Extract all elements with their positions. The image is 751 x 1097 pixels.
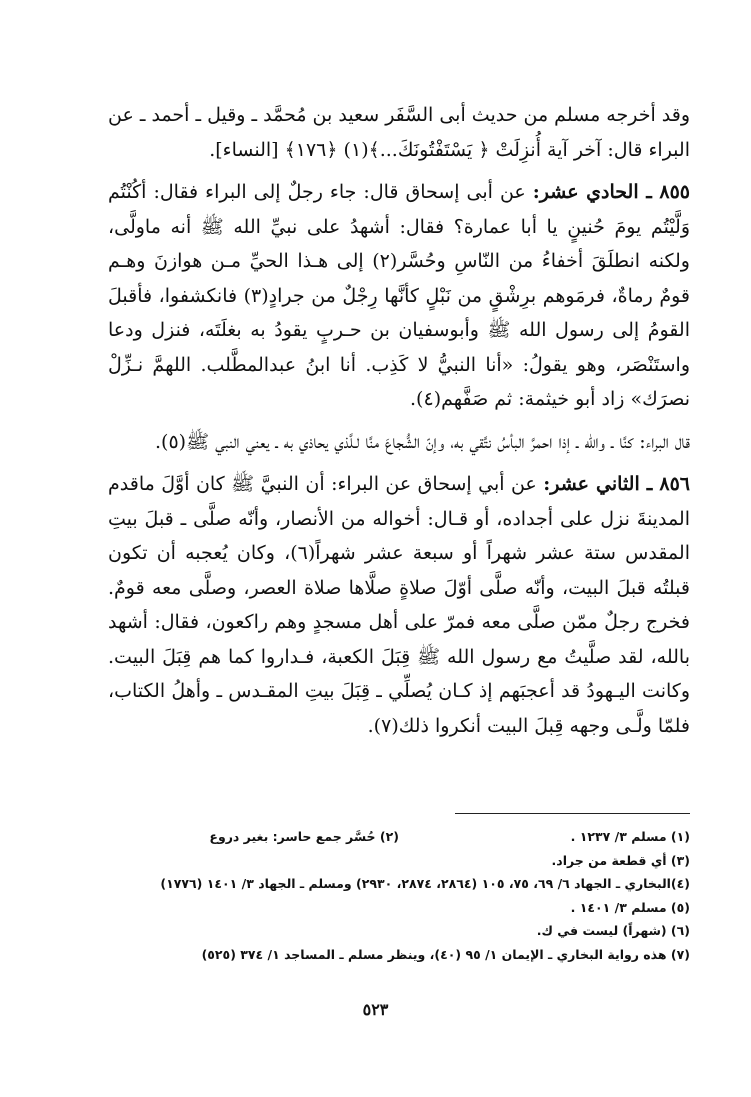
paragraph-bara-saying xyxy=(108,425,690,460)
paragraph-hadith-855 xyxy=(108,175,690,417)
hadith-number-label: ٨٥٥ ـ الحادي عشر: xyxy=(532,181,690,203)
main-text-block xyxy=(108,98,690,743)
footnote-divider xyxy=(455,813,690,814)
footnote-4: (٤)البخاري ـ الجهاد ٦/ ٦٩، ٧٥، ١٠٥ (٢٨٦٤، ٢٨٧٤، ٢٩٣٠) ومسلم ـ الجهاد ٣/ ١٤٠١ (١٧٧٦) xyxy=(160,876,690,891)
paragraph-hadith-856 xyxy=(108,467,690,743)
footnote-5: (٥) مسلم ٣/ ١٤٠١ . xyxy=(570,899,690,915)
footnote-7: (٧) هذه رواية البخاري ـ الإيمان ١/ ٩٥ (٤٠)، وينظر مسلم ـ المساجد ١/ ٣٧٤ (٥٢٥) xyxy=(201,946,690,962)
footnote-6: (٦) (شهراً) ليست في ك. xyxy=(536,923,690,938)
page-number: ٥٢٣ xyxy=(362,1000,389,1019)
paragraph-text: عن أبى إسحاق قال: جاء رجلٌ إلى البراء فقال: أكُنْتُم وَلَّيْتُم يومَ حُنينٍ يا أبا عمارة؟ فقال: أشهدُ على نبيِّ الله ﷺ أنه ماولَّى، ولكنه انطلَقَ أخفاءُ من النّاسِ وحُسَّر(٢) إلى هـذا الحيِّ مـن هوازنَ وهـم قومٌ رماةٌ، فرمَوهم برِشْقٍ من نَبْلٍ كأنَّها رِجْلٌ من جرادٍ(٣) فانكشفوا، فأقبلَ القومُ إلى رسول الله ﷺ وأبوسفيان بن حـربٍ يقودُ به بغلَتَه، فنزل ودعا واستَنْصَر، وهو يقولُ: «أنا النبيُّ لا كَذِب. أنا ابنُ عبدالمطَّلب. اللهمَّ نـزِّلْ نصرَك» زاد أبو خيثمة: ثم صَفَّهم(٤). xyxy=(108,181,690,410)
footnote-1: (١) مسلم ٣/ ١٢٣٧ . xyxy=(570,829,690,844)
footnote-row xyxy=(108,825,690,849)
hadith-number-label: ٨٥٦ ـ الثاني عشر: xyxy=(543,473,690,495)
paragraph-text: قال البراء: كنَّا ـ والله ـ إذا احمرَّ البأسُ نتَّقي به، وإنّ الشُّجاعَ منَّا لـلَّذي يحاذي به ـ يعني النبي ﷺ(٥). xyxy=(155,430,690,453)
footnote-3: (٣) أي قطعة من جراد. xyxy=(551,852,690,868)
paragraph-text: وقد أخرجه مسلم من حديث أبى السَّفَر سعيد بن مُحمَّد ـ وقيل ـ أحمد ـ عن البراء قال: آخر آية أُنزِلَتْ ﴿ يَسْتَفْتُونَكَ...﴾(١) ﴿١٧٦﴾ [النساء]. xyxy=(108,104,690,161)
paragraph-intro xyxy=(108,98,690,167)
paragraph-text: عن أبي إسحاق عن البراء: أن النبيَّ ﷺ كان أوَّلَ ماقدم المدينةَ نزل على أجداده، أو قـال: أخواله من الأنصار، وأنّه صلَّى ـ قبلَ بيتِ المقدس ستة عشر شهراً أو سبعة عشر شهراً(٦)، وكان يُعجبه أن تكون قبلتُه قبلَ البيت، وأنّه صلَّى أوّلَ صلاةٍ صلَّاها صلاة العصر، وصلَّى معه قومٌ. فخرج رجلٌ ممّن صلَّى معه فمرّ على أهل مسجدٍ وهم راكعون، فقال: أشهد بالله، لقد صلَّيتُ مع رسول الله ﷺ قِبَلَ الكعبة، فـداروا كما هم قِبَلَ البيت. وكانت اليـهودُ قد أعجبَهم إذ كـان يُصلِّي ـ قِبَلَ بيتِ المقـدس ـ وأهلُ الكتاب، فلمّا ولَّـى وجهه قِبلَ البيت أنكروا ذلك(٧). xyxy=(108,473,690,737)
footnote-2: (٢) حُسَّر جمع حاسر: بغير دروع xyxy=(209,829,399,844)
footnotes-block xyxy=(108,825,690,966)
